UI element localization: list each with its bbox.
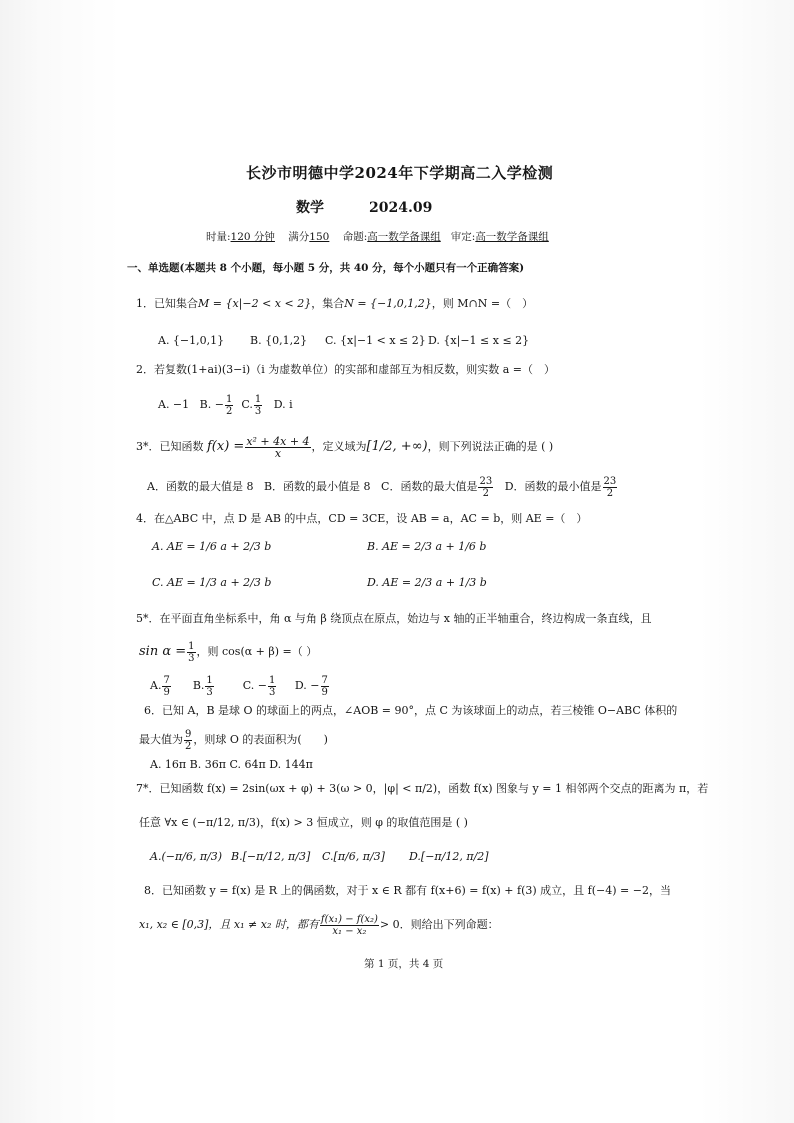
question-8-stem-line2	[139, 910, 499, 940]
q3-text-c: ，则下列说法正确的是 ( )	[427, 440, 554, 453]
q2-option-c-label: C.	[241, 398, 253, 411]
q1-text-a: 1．已知集合	[136, 297, 198, 310]
q5-a-den: 9	[163, 686, 170, 698]
q3-function: f(x) =	[207, 439, 245, 454]
q8-text-post: > 0．则给出下列命题：	[379, 918, 499, 931]
q8-den: x₁ − x₂	[332, 925, 367, 937]
q5-c-den: 3	[269, 686, 276, 698]
q4-option-c: C. AE = 1/3 a + 2/3 b	[152, 576, 272, 589]
q3-text-a: 3*．已知函数	[136, 440, 204, 453]
q3-den: x	[274, 446, 282, 460]
q5-d-num: 7	[321, 674, 328, 686]
q4-option-a: A. AE = 1/6 a + 2/3 b	[152, 540, 272, 553]
q8-text-pre: x₁, x₂ ∈ [0,3]，且 x₁ ≠ x₂ 时，都有	[139, 918, 319, 931]
q5-fraction	[187, 641, 195, 664]
score-value: 150	[309, 231, 330, 243]
q5-option-c-fraction	[268, 675, 276, 698]
q3-d-den: 2	[606, 487, 614, 499]
q2-option-a: A. −1	[158, 398, 190, 411]
page-footer: 第 1 页，共 4 页	[364, 958, 444, 970]
q6-text-pre: 最大值为	[139, 733, 183, 746]
q4-option-d: D. AE = 2/3 a + 1/3 b	[367, 576, 487, 589]
q5-a-num: 7	[163, 674, 170, 686]
q7-option-a: A.(−π/6, π/3)	[150, 850, 223, 863]
q5-sin: sin α =	[139, 644, 187, 659]
q1-option-b: B. {0,1,2}	[250, 334, 308, 347]
q1-text-c: ，则 M∩N =（ ）	[431, 297, 534, 310]
reviewer-label: 审定:	[450, 231, 476, 243]
q5-option-d-fraction	[321, 675, 329, 698]
q7-option-b: B.[−π/12, π/3]	[231, 850, 311, 863]
question-5-stem-line2	[139, 638, 317, 666]
q6-num: 9	[185, 728, 192, 740]
question-7-stem-line2: 任意 ∀x ∈ (−π/12, π/3)，f(x) > 3 恒成立，则 φ 的取值范围是 ( )	[139, 816, 468, 829]
q6-fraction	[184, 729, 192, 752]
q1-option-a: A. {−1,0,1}	[158, 334, 225, 347]
exam-meta	[206, 230, 549, 244]
exam-title: 长沙市明德中学2024年下学期高二入学检测	[246, 164, 554, 182]
score-label: 满分	[288, 231, 310, 243]
q5-c-num: 1	[269, 674, 276, 686]
q2-b-num: 1	[225, 393, 233, 405]
q3-option-a: A．函数的最大值是 8	[147, 480, 254, 493]
q5-b-den: 3	[206, 686, 213, 698]
q3-options	[147, 474, 618, 500]
q3-text-b: ，定义域为	[311, 440, 367, 453]
q5-option-d-label: D. −	[294, 679, 320, 692]
q3-num: x² + 4x + 4	[246, 434, 310, 448]
q3-c-den: 2	[482, 487, 489, 499]
q4-option-b: B. AE = 2/3 a + 1/6 b	[367, 540, 487, 553]
q1-set-m: M = {x|−2 < x < 2}	[198, 297, 312, 310]
q5-b-num: 1	[206, 674, 213, 686]
q7-option-d: D.[−π/12, π/2]	[409, 850, 489, 863]
q5-option-b-fraction	[205, 675, 213, 698]
section-heading: 一、单选题(本题共 8 个小题，每小题 5 分，共 40 分，每个小题只有一个正确答案)	[127, 262, 525, 274]
q8-fraction	[320, 914, 379, 937]
q8-num: f(x₁) − f(x₂)	[320, 913, 378, 925]
question-6-stem-line1: 6．已知 A，B 是球 O 的球面上的两点，∠AOB = 90°，点 C 为该球面上的动点，若三棱锥 O−ABC 体积的	[144, 704, 678, 717]
q5-num: 1	[188, 640, 195, 652]
author-label: 命题:	[342, 231, 368, 243]
reviewer-value: 高一数学备课组	[475, 231, 549, 243]
question-8-stem-line1: 8．已知函数 y = f(x) 是 R 上的偶函数，对于 x ∈ R 都有 f(x+6) = f(x) + f(3) 成立，且 f(−4) = −2，当	[144, 884, 671, 897]
q2-option-d: D. i	[273, 398, 293, 411]
q3-option-c-fraction	[478, 476, 493, 499]
q2-option-b-fraction	[225, 394, 233, 417]
question-7-stem-line1: 7*．已知函数 f(x) = 2sin(ωx + φ) + 3(ω > 0，|φ| < π/2)，函数 f(x) 图象与 y = 1 相邻两个交点的距离为 π，若	[136, 782, 709, 795]
q3-domain: [1/2, +∞)	[366, 439, 428, 454]
q5-option-b-label: B.	[192, 679, 205, 692]
q1-set-n: N = {−1,0,1,2}	[344, 297, 432, 310]
question-3-stem	[136, 430, 553, 464]
q5-option-a-fraction	[162, 675, 170, 698]
q5-d-den: 9	[321, 686, 328, 698]
q3-option-b: B．函数的最小值是 8	[263, 480, 371, 493]
author-value: 高一数学备课组	[367, 231, 441, 243]
q5-option-a-label: A.	[150, 679, 162, 692]
time-label: 时量:	[206, 231, 231, 243]
time-value: 120 分钟	[230, 231, 275, 243]
question-4-stem: 4．在△ABC 中，点 D 是 AB 的中点，CD = 3CE，设 AB = a，AC = b，则 AE =（ ）	[136, 512, 588, 525]
q2-option-c-fraction	[254, 394, 262, 417]
q3-c-num: 23	[479, 475, 493, 487]
q1-text-b: ，集合	[311, 297, 345, 310]
q6-options: A. 16π B. 36π C. 64π D. 144π	[150, 758, 313, 771]
q7-option-c: C.[π/6, π/3]	[322, 850, 385, 863]
q5-den: 3	[188, 652, 195, 664]
q2-b-den: 2	[225, 405, 233, 417]
question-2-stem: 2．若复数(1+ai)(3−i)（i 为虚数单位）的实部和虚部互为相反数，则实数 a =（ ）	[136, 363, 555, 376]
q3-fraction	[245, 436, 310, 459]
q1-option-d: D. {x|−1 ≤ x ≤ 2}	[428, 334, 530, 347]
question-6-stem-line2	[139, 726, 328, 754]
q1-option-c: C. {x|−1 < x ≤ 2}	[325, 334, 426, 347]
q6-den: 2	[185, 740, 192, 752]
q2-c-den: 3	[254, 405, 262, 417]
q3-option-c: C．函数的最大值是	[381, 480, 478, 493]
q6-text-post: ，则球 O 的表面积为( )	[193, 733, 328, 746]
q2-c-num: 1	[254, 393, 262, 405]
q2-option-b-label: B. −	[199, 398, 224, 411]
subject-label: 数学	[296, 200, 324, 216]
q2-options	[158, 392, 293, 418]
q3-d-num: 23	[603, 475, 617, 487]
q5-option-c-label: C. −	[242, 679, 267, 692]
q5-text-post: ，则 cos(α + β) =（ ）	[196, 645, 318, 658]
q3-option-d-fraction	[603, 476, 618, 499]
question-1-stem	[136, 297, 533, 311]
exam-date: 2024.09	[369, 200, 433, 216]
q5-options	[150, 672, 330, 700]
question-5-stem-line1: 5*．在平面直角坐标系中，角 α 与角 β 绕顶点在原点，始边与 x 轴的正半轴重合，终边构成一条直线，且	[136, 612, 652, 625]
q3-option-d: D．函数的最小值是	[504, 480, 602, 493]
